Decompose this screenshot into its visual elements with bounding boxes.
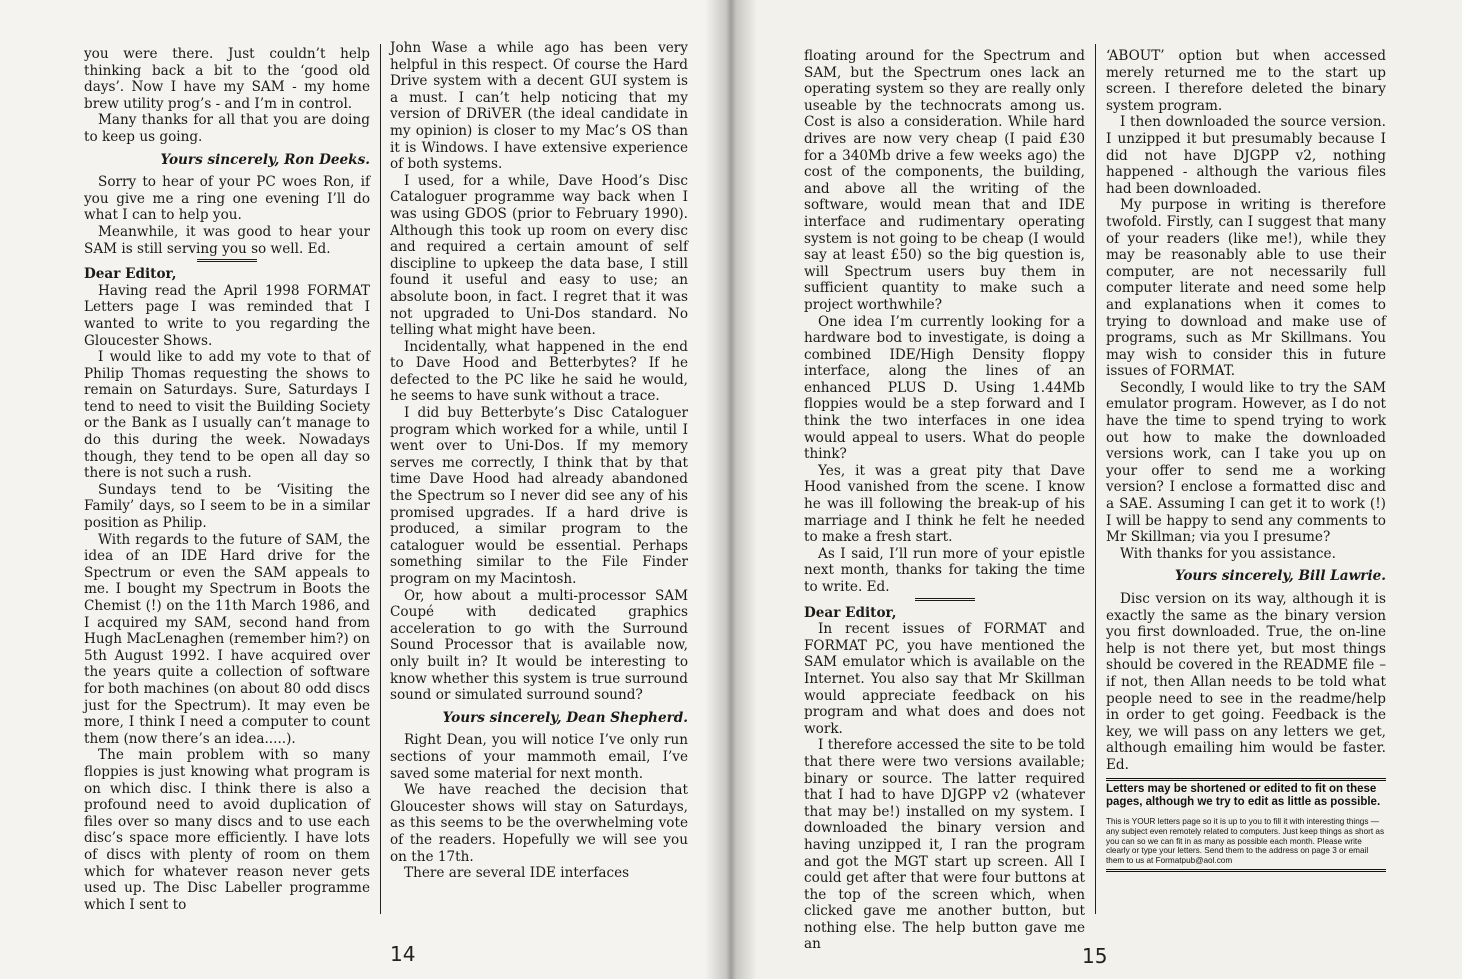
paragraph: I would like to add my vote to that of Philip Thomas requesting the shows to remain on Saturdays. Sure, Saturdays I tend to need to visit the Building Society or the Bank as I usually can’t manage to do this during the week. Nowadays though, they tend to be open all day so there is not such a rush.	[84, 349, 370, 482]
page-number: 14	[390, 942, 416, 966]
paragraph: With thanks for you assistance.	[1120, 545, 1336, 562]
column-divider	[380, 44, 381, 914]
left-column-1	[84, 46, 370, 913]
paragraph: With regards to the future of SAM, the idea of an IDE Hard drive for the Spectrum or even the SAM appeals to me. I bought my Spectrum in Boots the Chemist (!) on the 11th March 1986, and I acquired my SAM, second hand from Hugh MacLenaghen (remember him?) on 5th August 1992. I have acquired over the years quite a collection of software for both machines (on about 80 odd discs just for the Spectrum). It may even be more, I think I need a computer to count them (now there’s an idea.....).	[84, 531, 370, 747]
divider	[197, 259, 257, 262]
notice-top-rule	[1106, 778, 1386, 781]
paragraph: Sorry to hear of your PC woes Ron, if you give me a ring one evening I’ll do what I can to help you.	[84, 174, 370, 224]
divider	[915, 598, 975, 601]
letter-heading: Dear Editor,	[84, 266, 177, 283]
paragraph: Incidentally, what happened in the end to Dave Hood and Betterbytes? If he defected to the PC like he said he would, he seems to have sunk without a trace.	[390, 338, 688, 405]
paragraph: Meanwhile, it was good to hear your SAM is still serving you so well. Ed.	[84, 223, 370, 257]
page-number: 15	[1082, 944, 1108, 968]
signature: Yours sincerely, Ron Deeks.	[160, 151, 370, 168]
paragraph: Disc version on its way, although it is exactly the same as the binary version you first downloaded. True, the on-line help is not there yet, but most things should be covered in the README file – if not, then Allan needs to be told what people need to see in the readme/help in order to get going. Feedback is the key, we will pass on any letters we get, although emailing him would be faster. Ed.	[1106, 591, 1386, 773]
paragraph: Right Dean, you will notice I’ve only run sections of your mammoth email, I’ve saved some material for next month.	[390, 732, 688, 782]
paragraph: Sundays tend to be ‘Visiting the Family’ days, so I seem to be in a similar position as Philip.	[84, 481, 370, 532]
paragraph: Yes, it was a great pity that Dave Hood vanished from the scene. I know he was ill following the break-up of his marriage and I think he felt he needed to make a fresh start.	[804, 462, 1085, 546]
paragraph: I did buy Betterbyte’s Disc Cataloguer program which worked for a while, until I went over to Uni-Dos. If my memory serves me correctly, I think that by that time Dave Hood had already abandoned the Spectrum so I never did see any of his promised upgrades. If a hard drive is produced, a similar program to the cataloguer would be essential. Perhaps something similar to the File Finder program on my Macintosh.	[390, 405, 688, 587]
column-divider	[1095, 44, 1096, 914]
notice-bottom-rule	[1106, 869, 1386, 872]
paragraph: In recent issues of FORMAT and FORMAT PC, you have mentioned the SAM emulator which is available on the Internet. You also say that Mr Skillman would appreciate feedback on his program and what does and does not work.	[804, 621, 1085, 737]
paragraph: The main problem with so many floppies is just knowing what program is on which disc. I think there is also a profound need to avoid duplication of files over so many discs and to use each disc’s space more efficiently. I have lots of discs with plenty of room on them which for whatever reason never gets used up. The Disc Labeller programme which I sent to	[84, 747, 370, 913]
paragraph: I therefore accessed the site to be told that there were two versions available; binary or source. The latter required that I had to have DJGPP v2 (whatever that may be!) installed on my system. I downloaded the binary version and having unzipped it, I ran the program and got the MGT start up screen. All I could get after that were four buttons at the top of the screen which, when clicked gave me another button, but nothing else. The help button gave me an	[804, 737, 1085, 953]
paragraph: ‘ABOUT’ option but when accessed merely returned me to the start up screen. I therefore deleted the binary system program.	[1106, 48, 1386, 114]
left-column-2	[390, 40, 688, 882]
paragraph: you were there. Just couldn’t help thinking back a bit to the ‘good old days’. Now I have my SAM - my home brew utility prog’s - and I’m in control.	[84, 46, 370, 112]
paragraph: Many thanks for all that you are doing to keep us going.	[84, 112, 370, 145]
paragraph: One idea I’m currently looking for a hardware bod to investigate, is doing a combined IDE/High Density floppy interface, along the lines of an enhanced PLUS D. Using 1.44Mb floppies would be a step forward and I think the two interfaces in one idea would appeal to users. What do people think?	[804, 313, 1085, 463]
paragraph: floating around for the Spectrum and SAM, but the Spectrum ones lack an operating system so they are really only useable by the technocrats among us. Cost is also a consideration. While hard drives are now very cheap (I paid £30 for a 340Mb drive a few weeks ago) the cost of the components, the building, and above all the writing of the software, would mean that and IDE interface and rudimentary operating system is not going to be cheap (I would say at least £50) so the big question is, will Spectrum users buy them in sufficient quantity to make such a project worthwhile?	[804, 48, 1085, 313]
right-column-1	[804, 48, 1085, 953]
paragraph: My purpose in writing is therefore twofold. Firstly, can I suggest that many of your readers (like me!), while they may be reasonably able to use their computer, are not necessarily full computer literate and need some help and explanations when it comes to trying to download and make use of programs, such as Mr Skillmans. You may wish to consider this in future issues of FORMAT.	[1106, 197, 1386, 380]
right-column-2	[1106, 48, 1386, 774]
paragraph: I then downloaded the source version. I unzipped it but presumably because I did not have DJGPP v2, nothing happened - although the various files had been downloaded.	[1106, 114, 1386, 197]
paragraph: I used, for a while, Dave Hood’s Disc Cataloguer programme way back when I was using GDOS (prior to February 1990). Although this took up room on every disc and required a certain amount of self discipline to upkeep the data base, I still found it useful and easy to use; an absolute boon, in fact. I regret that it was not upgraded to Uni-Dos standard. No telling what might have been.	[390, 172, 688, 339]
paragraph: John Wase a while ago has been very helpful in this respect. Of course the Hard Drive system with a decent GUI system is a must. I can’t help noticing that my version of DRiVER (the ideal candidate in my opinion) is closer to my Mac’s OS than it is Windows. I have extensive experience of both systems.	[390, 40, 688, 173]
paragraph: As I said, I’ll run more of your epistle next month, thanks for taking the time to write. Ed.	[804, 545, 1085, 595]
signature: Yours sincerely, Dean Shepherd.	[442, 709, 688, 726]
paragraph: There are several IDE interfaces	[404, 865, 630, 882]
right-page	[731, 0, 1462, 979]
letters-notice	[1106, 778, 1386, 872]
notice-small-text: This is YOUR letters page so it is up to you to fill it with interesting things — any subject even remotely related to computers. Just keep things as short as you can so we can fit in as many as possible each month. Please write clearly or type your letters. Send them to the address on page 3 or email them to us at Formatpub@aol.com	[1106, 817, 1385, 866]
notice-bold-text: Letters may be shortened or edited to fit on these pages, although we try to edit as little as possible.	[1106, 783, 1381, 808]
paragraph: Or, how about a multi-processor SAM Coupé with dedicated graphics acceleration to go with the Surround Sound Processor that is available now, only built in? It would be interesting to know whether this system is true surround sound or simulated surround sound?	[390, 587, 688, 704]
book-gutter	[705, 0, 757, 979]
signature: Yours sincerely, Bill Lawrie.	[1174, 568, 1386, 585]
letter-heading: Dear Editor,	[804, 604, 897, 621]
paragraph: We have reached the decision that Gloucester shows will stay on Saturdays, as this seems to be the overwhelming vote of the readers. Hopefully we will see you on the 17th.	[390, 782, 688, 865]
paragraph: Secondly, I would like to try the SAM emulator program. However, as I do not have the time to spend trying to work out how to make the downloaded versions work, can I take you up on your offer to send me a working version? I enclose a formatted disc and a SAE. Assuming I can get it to work (!) I will be happy to send any comments to Mr Skillman; via you I presume?	[1106, 379, 1386, 546]
paragraph: Having read the April 1998 FORMAT Letters page I was reminded that I wanted to write to you regarding the Gloucester Shows.	[84, 282, 370, 349]
